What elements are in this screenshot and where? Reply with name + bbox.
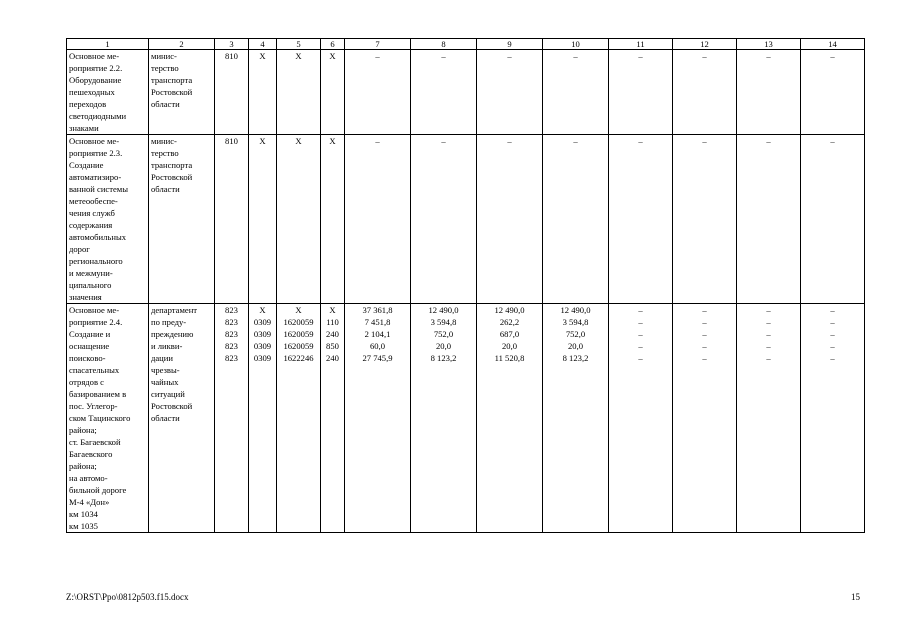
cell-line: 810 [225, 51, 238, 61]
cell-line: 850 [326, 341, 339, 351]
cell-line: Ростовской [151, 87, 193, 97]
cell-line: – [766, 317, 771, 327]
grbs-cell [215, 135, 249, 304]
year-cell [609, 304, 673, 533]
cell-line: – [375, 136, 380, 146]
rzpr-cell [249, 304, 277, 533]
cell-line: – [573, 136, 578, 146]
year-cell [737, 135, 801, 304]
cell-line: области [151, 184, 180, 194]
cell-line: пос. Углегор- [69, 401, 118, 411]
cell-line: 240 [326, 329, 339, 339]
cell-line: 8 123,2 [430, 353, 457, 363]
year-cell [411, 135, 477, 304]
cell-line: 823 [225, 341, 238, 351]
year-cell [673, 50, 737, 135]
cell-line: – [766, 329, 771, 339]
cell-line: дации [151, 353, 173, 363]
cell-line: – [702, 305, 707, 315]
cell-line: 3 594,8 [430, 317, 457, 327]
cell-line: 810 [225, 136, 238, 146]
cell-line: – [638, 136, 643, 146]
cell-line: метеообеспе- [69, 196, 118, 206]
cell-line: 0309 [253, 341, 272, 351]
cell-line: – [507, 136, 512, 146]
table-row [67, 304, 865, 533]
cell-line: – [702, 136, 707, 146]
cell-line: – [441, 136, 446, 146]
year-cell [673, 304, 737, 533]
cell-line: Основное ме- [69, 136, 120, 146]
cell-line: Х [259, 136, 266, 146]
header-cell: 6 [321, 39, 345, 50]
cell-line: Оборудование [69, 75, 122, 85]
cell-line: 0309 [253, 317, 272, 327]
year-cell [737, 50, 801, 135]
cell-line: отрядов с [69, 377, 104, 387]
cell-line: Х [295, 305, 302, 315]
cell-line: Х [259, 305, 266, 315]
cell-line: автомобильных [69, 232, 127, 242]
cell-line: поисково- [69, 353, 106, 363]
cell-line: департамент [151, 305, 198, 315]
cell-line: 823 [225, 353, 238, 363]
vr-cell [321, 135, 345, 304]
cell-line: роприятие 2.4. [69, 317, 123, 327]
cell-line: минис- [151, 136, 177, 146]
cell-line: 8 123,2 [562, 353, 589, 363]
cell-line: – [638, 51, 643, 61]
cell-line: 12 490,0 [428, 305, 459, 315]
cell-line: регионального [69, 256, 123, 266]
cell-line: Х [329, 136, 336, 146]
cell-line: – [638, 329, 643, 339]
cell-line: Основное ме- [69, 305, 120, 315]
cell-line: – [573, 51, 578, 61]
cell-line: чрезвы- [151, 365, 180, 375]
cell-line: 12 490,0 [560, 305, 591, 315]
cell-line: пешеходных [69, 87, 115, 97]
cell-line: базированием в [69, 389, 127, 399]
cell-line: – [702, 51, 707, 61]
cell-line: 3 594,8 [562, 317, 589, 327]
cell-line: 240 [326, 353, 339, 363]
cell-line: – [766, 136, 771, 146]
cell-line: ском Тацинского [69, 413, 131, 423]
cell-line: – [638, 305, 643, 315]
cell-line: района; [69, 461, 97, 471]
cell-line: – [638, 353, 643, 363]
cell-line: транспорта [151, 75, 193, 85]
header-cell: 14 [801, 39, 865, 50]
year-cell [543, 304, 609, 533]
executor-cell [149, 304, 215, 533]
cell-line: содержания [69, 220, 113, 230]
cell-line: 0309 [253, 353, 272, 363]
year-cell [801, 304, 865, 533]
year-cell [673, 135, 737, 304]
event-cell [67, 135, 149, 304]
cell-line: дорог [69, 244, 90, 254]
year-cell [801, 135, 865, 304]
header-row [67, 39, 865, 50]
cell-line: – [830, 136, 835, 146]
cell-line: – [441, 51, 446, 61]
total-cell [345, 135, 411, 304]
cell-line: 823 [225, 305, 238, 315]
header-cell: 13 [737, 39, 801, 50]
year-cell [411, 304, 477, 533]
cell-line: – [766, 305, 771, 315]
executor-cell [149, 50, 215, 135]
event-cell [67, 304, 149, 533]
cell-line: 20,0 [567, 341, 584, 351]
cell-line: ст. Багаевской [69, 437, 121, 447]
cell-line: терство [151, 63, 179, 73]
cell-line: 823 [225, 329, 238, 339]
cell-line: ванной системы [69, 184, 129, 194]
cell-line: чения служб [69, 208, 115, 218]
year-cell [477, 135, 543, 304]
header-cell: 9 [477, 39, 543, 50]
vr-cell [321, 50, 345, 135]
csr-cell [277, 50, 321, 135]
rzpr-cell [249, 50, 277, 135]
table-row [67, 50, 865, 135]
header-cell: 8 [411, 39, 477, 50]
cell-line: – [507, 51, 512, 61]
cell-line: М-4 «Дон» [69, 497, 110, 507]
year-cell [737, 304, 801, 533]
cell-line: – [830, 317, 835, 327]
cell-line: 12 490,0 [494, 305, 525, 315]
cell-line: – [702, 341, 707, 351]
cell-line: области [151, 99, 180, 109]
cell-line: Х [295, 51, 302, 61]
cell-line: оснащение [69, 341, 110, 351]
page-number: 15 [851, 592, 860, 602]
executor-cell [149, 135, 215, 304]
year-cell [477, 50, 543, 135]
cell-line: – [766, 51, 771, 61]
total-cell [345, 50, 411, 135]
cell-line: 262,2 [499, 317, 520, 327]
header-cell: 12 [673, 39, 737, 50]
cell-line: 687,0 [499, 329, 520, 339]
header-cell: 5 [277, 39, 321, 50]
header-cell: 3 [215, 39, 249, 50]
cell-line: бильной дороге [69, 485, 127, 495]
cell-line: Ростовской [151, 172, 193, 182]
csr-cell [277, 304, 321, 533]
cell-line: – [375, 51, 380, 61]
header-cell: 11 [609, 39, 673, 50]
cell-line: 11 520,8 [494, 353, 525, 363]
year-cell [801, 50, 865, 135]
vr-cell [321, 304, 345, 533]
cell-line: 110 [326, 317, 339, 327]
cell-line: км 1035 [69, 521, 98, 531]
cell-line: 1620059 [283, 329, 314, 339]
cell-line: ситуаций [151, 389, 185, 399]
cell-line: Создание и [69, 329, 111, 339]
cell-line: знаками [69, 123, 99, 133]
cell-line: 27 745,9 [362, 353, 393, 363]
cell-line: спасательных [69, 365, 120, 375]
cell-line: – [830, 329, 835, 339]
table-row [67, 135, 865, 304]
cell-line: 1620059 [283, 317, 314, 327]
cell-line: – [830, 341, 835, 351]
cell-line: – [702, 353, 707, 363]
cell-line: – [638, 341, 643, 351]
cell-line: минис- [151, 51, 177, 61]
cell-line: 7 451,8 [364, 317, 391, 327]
cell-line: и межмуни- [69, 268, 113, 278]
cell-line: – [638, 317, 643, 327]
cell-line: транспорта [151, 160, 193, 170]
cell-line: Х [329, 51, 336, 61]
cell-line: Х [259, 51, 266, 61]
cell-line: на автомо- [69, 473, 108, 483]
cell-line: роприятие 2.2. [69, 63, 123, 73]
cell-line: по преду- [151, 317, 187, 327]
cell-line: – [766, 353, 771, 363]
cell-line: 752,0 [565, 329, 586, 339]
cell-line: области [151, 413, 180, 423]
cell-line: светодиодными [69, 111, 127, 121]
cell-line: терство [151, 148, 179, 158]
cell-line: 60,0 [369, 341, 386, 351]
cell-line: км 1034 [69, 509, 98, 519]
cell-line: значения [69, 292, 102, 302]
cell-line: 2 104,1 [364, 329, 391, 339]
year-cell [609, 135, 673, 304]
cell-line: 823 [225, 317, 238, 327]
event-cell [67, 50, 149, 135]
cell-line: – [830, 305, 835, 315]
cell-line: чайных [151, 377, 179, 387]
year-cell [609, 50, 673, 135]
cell-line: Х [295, 136, 302, 146]
csr-cell [277, 135, 321, 304]
cell-line: района; [69, 425, 97, 435]
grbs-cell [215, 304, 249, 533]
cell-line: – [830, 353, 835, 363]
cell-line: 1620059 [283, 341, 314, 351]
cell-line: 20,0 [501, 341, 518, 351]
year-cell [477, 304, 543, 533]
year-cell [543, 135, 609, 304]
year-cell [543, 50, 609, 135]
year-cell [411, 50, 477, 135]
cell-line: преждению [151, 329, 194, 339]
budget-table [66, 38, 865, 533]
cell-line: и ликви- [151, 341, 183, 351]
cell-line: – [702, 329, 707, 339]
cell-line: 20,0 [435, 341, 452, 351]
header-cell: 4 [249, 39, 277, 50]
cell-line: 37 361,8 [362, 305, 393, 315]
cell-line: – [830, 51, 835, 61]
header-cell: 10 [543, 39, 609, 50]
header-cell: 1 [67, 39, 149, 50]
header-cell: 2 [149, 39, 215, 50]
header-cell: 7 [345, 39, 411, 50]
total-cell [345, 304, 411, 533]
cell-line: ципального [69, 280, 112, 290]
cell-line: Ростовской [151, 401, 193, 411]
cell-line: Основное ме- [69, 51, 120, 61]
cell-line: Создание [69, 160, 104, 170]
cell-line: 1622246 [283, 353, 314, 363]
cell-line: 752,0 [433, 329, 454, 339]
cell-line: – [766, 341, 771, 351]
cell-line: 0309 [253, 329, 272, 339]
cell-line: – [702, 317, 707, 327]
cell-line: переходов [69, 99, 107, 109]
cell-line: роприятие 2.3. [69, 148, 123, 158]
grbs-cell [215, 50, 249, 135]
cell-line: Багаевского [69, 449, 113, 459]
cell-line: Х [329, 305, 336, 315]
cell-line: автоматизиро- [69, 172, 122, 182]
footer-file-path: Z:\ORST\Ppo\0812p503.f15.docx [66, 592, 189, 602]
rzpr-cell [249, 135, 277, 304]
